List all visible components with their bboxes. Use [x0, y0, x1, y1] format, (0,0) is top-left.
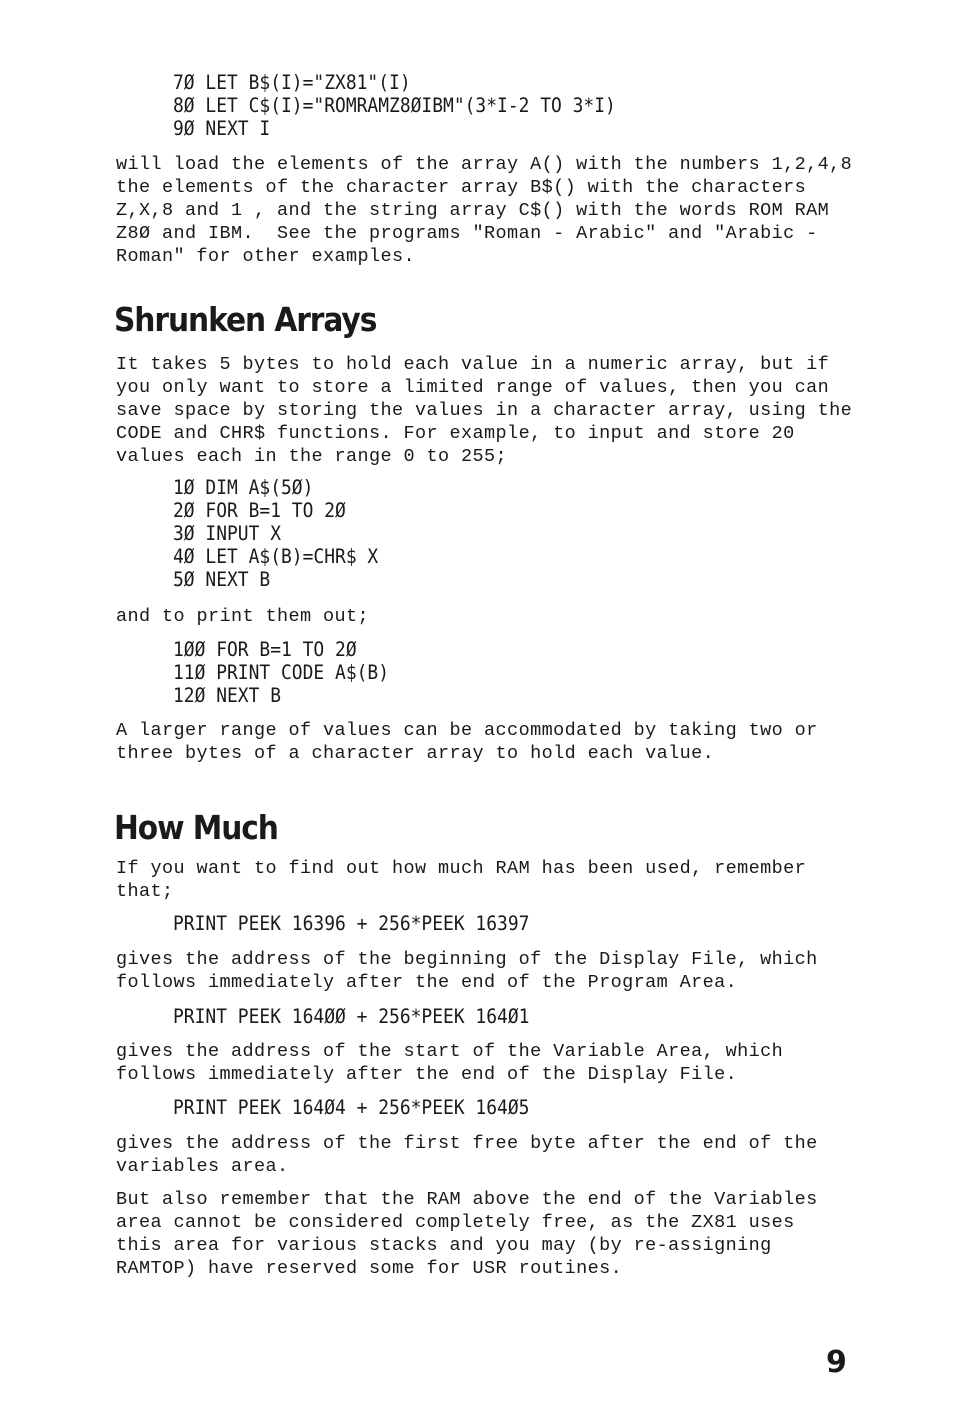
code-line-variable-area: PRINT PEEK 164ØØ + 256*PEEK 164Ø1 — [173, 1005, 530, 1028]
free-byte-explanation: gives the address of the first free byte after the end of the variables area. — [116, 1133, 818, 1177]
intro-paragraph: will load the elements of the array A() with the numbers 1,2,4,8 the elements of the character array B$() with the characters Z,X,8 and 1 , and the string array C$() with the words ROM RAM Z8Ø and IBM. See the programs "Roman - Arabic" and "Arabic - Roman" for other examples. — [116, 154, 853, 267]
display-file-explanation: gives the address of the beginning of the Display File, which follows immediately after the end of the Program Area. — [116, 949, 818, 993]
code-listing-print — [0, 638, 408, 707]
variable-area-explanation: gives the address of the start of the Variable Area, which follows immediately after the end of the Display File. — [116, 1041, 784, 1085]
code-line: 4Ø LET A$(B)=CHR$ X — [173, 545, 379, 568]
code-line: 3Ø INPUT X — [173, 522, 282, 545]
code-line: 1ØØ FOR B=1 TO 2Ø — [173, 638, 357, 661]
code-line-free-byte: PRINT PEEK 164Ø4 + 256*PEEK 164Ø5 — [173, 1096, 530, 1119]
print-out-text: and to print them out; — [116, 606, 370, 627]
code-line: 1Ø DIM A$(5Ø) — [173, 476, 314, 499]
code-line: 8Ø LET C$(I)="ROMRAMZ8ØIBM"(3*I-2 TO 3*I) — [173, 94, 616, 117]
code-line: 11Ø PRINT CODE A$(B) — [173, 661, 390, 684]
shrunken-arrays-paragraph: It takes 5 bytes to hold each value in a numeric array, but if you only want to store a limited range of values, then you can save space by storing the values in a character array, using the CODE and CHR$ functions. For example, to input and store 20 values each in the range 0 to 255; — [116, 354, 853, 467]
page-number: 9 — [826, 1345, 847, 1380]
section-heading-shrunken-arrays: Shrunken Arrays — [114, 300, 377, 339]
ramtop-paragraph: But also remember that the RAM above the end of the Variables area cannot be considered completely free, as the ZX81 uses this area for various stacks and you may (by re-assigning RAMTOP) have reserved some for USR routines. — [116, 1189, 818, 1279]
code-line: 2Ø FOR B=1 TO 2Ø — [173, 499, 346, 522]
code-line: 9Ø NEXT I — [173, 117, 271, 140]
code-listing-input — [0, 476, 396, 591]
section-heading-how-much: How Much — [114, 808, 278, 847]
code-line: 12Ø NEXT B — [173, 684, 282, 707]
code-line: 7Ø LET B$(I)="ZX81"(I) — [173, 71, 411, 94]
code-line-display-file: PRINT PEEK 16396 + 256*PEEK 16397 — [173, 912, 530, 935]
code-listing-array-init — [0, 71, 654, 140]
code-line: 5Ø NEXT B — [173, 568, 271, 591]
shrunken-arrays-closing: A larger range of values can be accommodated by taking two or three bytes of a character array to hold each value. — [116, 720, 818, 764]
how-much-paragraph: If you want to find out how much RAM has been used, remember that; — [116, 858, 807, 902]
